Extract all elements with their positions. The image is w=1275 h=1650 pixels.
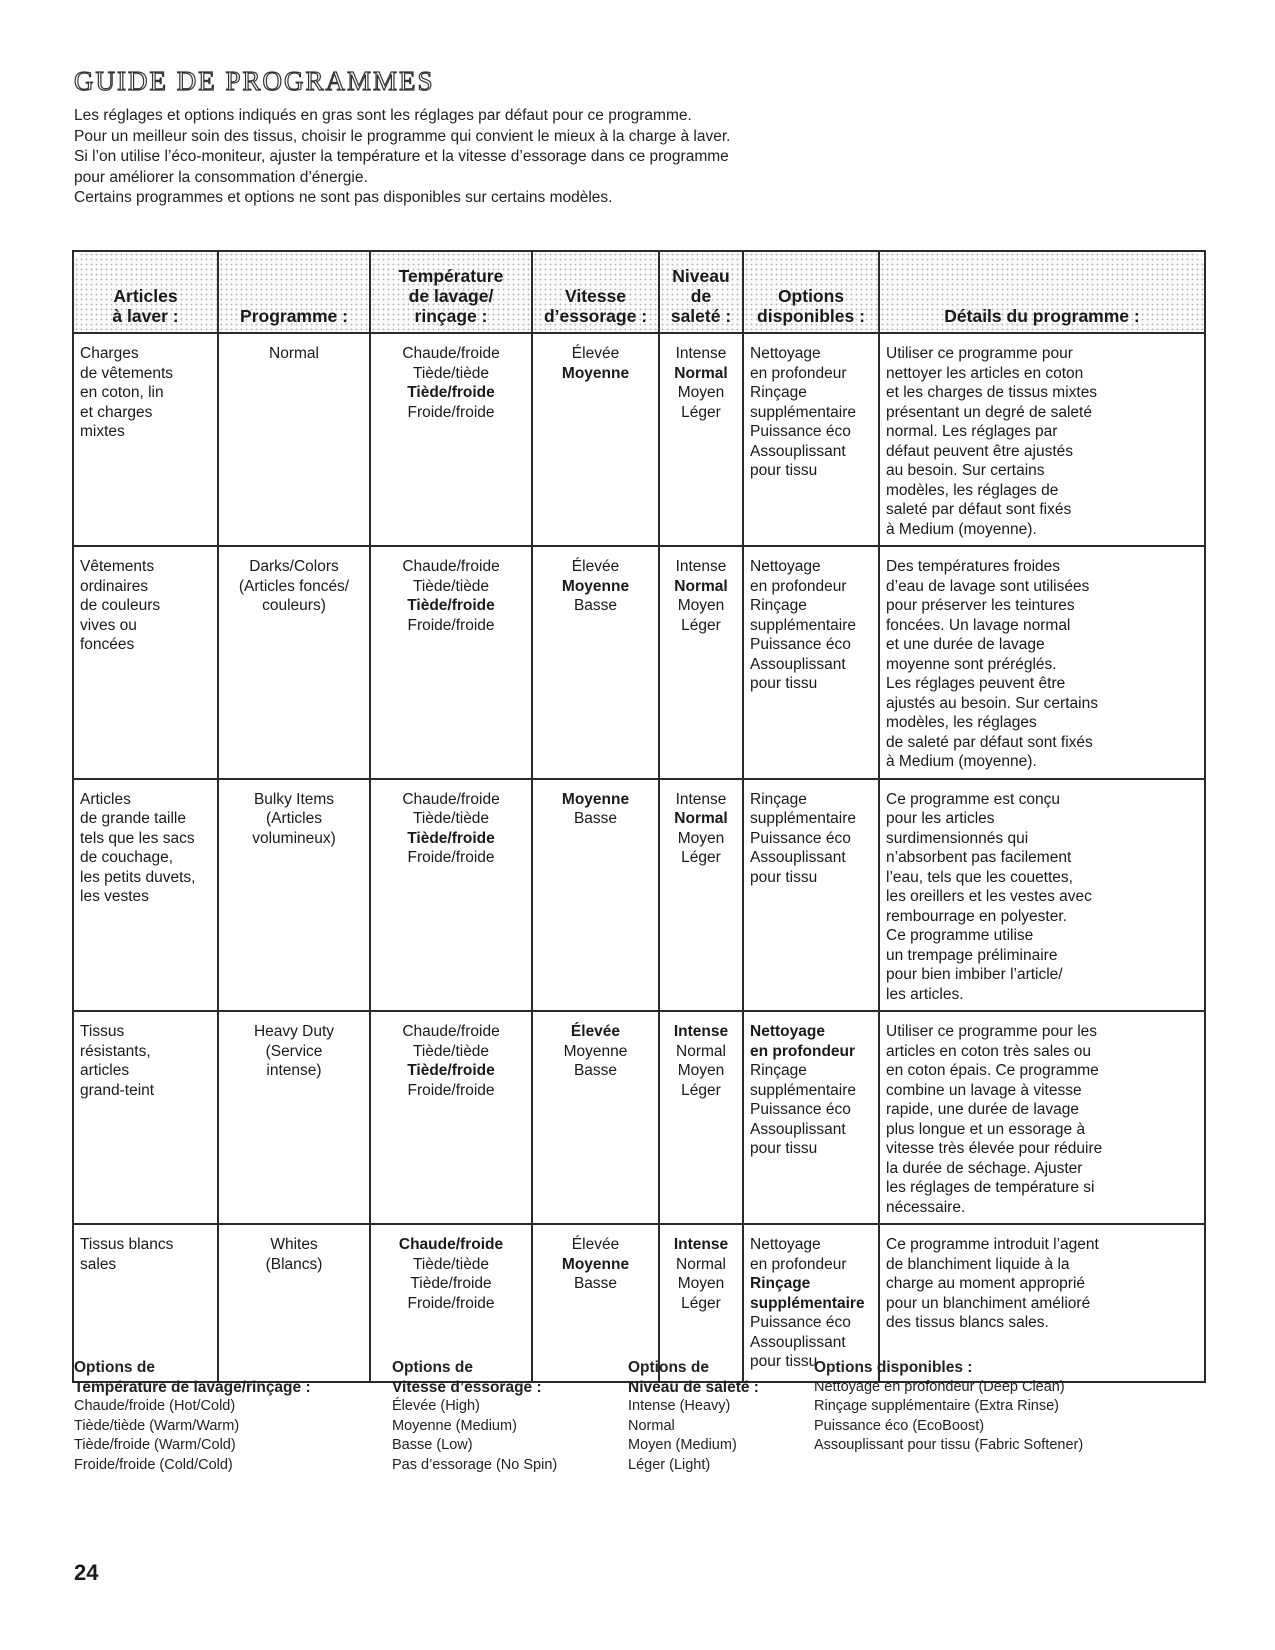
cell-text: Chaude/froide [402,558,500,575]
header-text: de lavage/ [408,286,494,306]
footer-item: Tiède/froide (Warm/Cold) [74,1437,236,1453]
header-text: Options [777,286,845,306]
cell-text: Tissus [80,1023,125,1040]
table-row [73,333,1205,546]
cell-text: la durée de séchage. Ajuster [886,1159,1083,1177]
cell-text: tels que les sacs [80,829,195,847]
cell-text: grand-teint [80,1081,155,1099]
cell-text: Tiède/froide [407,829,495,847]
cell-text: supplémentaire [750,1294,865,1312]
cell-text: rembourrage en polyester. [886,907,1067,925]
cell-text: Tiède/froide [407,1062,495,1079]
cell-spin-speed [532,546,659,779]
cell-text: Vêtements [80,558,155,575]
cell-text: volumineux) [252,829,336,847]
cell-spin-speed [532,1011,659,1224]
cell-text: défaut peuvent être ajustés [886,442,1073,460]
intro-line: Si l’on utilise l’éco-moniteur, ajuster la température et la vitesse d’essorage dans ce programme [74,148,729,166]
cell-text: Normal [269,345,319,362]
cell-text: en profondeur [750,1255,847,1273]
cell-text: Charges [80,345,139,362]
cell-text: à Medium (moyenne). [886,753,1037,770]
footer-item: Normal [628,1417,675,1434]
cell-articles [73,333,218,546]
footer-heading: Vitesse d’essorage : [392,1378,542,1396]
cell-temperature [370,779,532,1012]
cell-text: Chaude/froide [398,1236,504,1253]
cell-text: pour tissu [750,868,818,886]
cell-text: (Service [265,1042,323,1060]
cell-text: Moyen [677,597,725,614]
cell-text: Tissus blancs [80,1236,174,1253]
cell-text: Tiède/tiède [412,364,490,382]
cell-text: normal. Les réglages par [886,423,1058,440]
header-text: saleté : [670,306,732,326]
header-soil-level [659,251,743,333]
footer-item: Léger (Light) [628,1456,711,1473]
table-body [73,333,1205,1382]
cell-text: pour les articles [886,810,995,827]
cell-text: (Articles foncés/ [238,577,350,595]
cell-text: en coton, lin [80,384,164,401]
cell-details [879,779,1205,1012]
cell-temperature [370,333,532,546]
cell-text: pour tissu [750,462,818,479]
cell-text: supplémentaire [750,403,856,421]
cell-text: Ce programme est conçu [886,790,1061,808]
cell-text: Élevée [571,558,620,575]
footer-available-options [814,1358,1204,1456]
cell-text: Tiède/froide [407,384,495,401]
cell-options [743,333,879,546]
cell-text: Froide/froide [407,403,495,421]
cell-text: Moyenne [561,364,630,382]
header-text: à laver : [112,306,179,326]
cell-text: sales [80,1255,117,1273]
cell-spin-speed [532,779,659,1012]
header-text: Niveau [672,266,730,286]
cell-text: Puissance éco [750,423,851,440]
cell-text: Élevée [570,1023,621,1040]
cell-text: Intense [673,1236,729,1253]
footer-heading: Options de [392,1359,473,1376]
cell-text: Basse [573,597,618,614]
table-header-row [73,251,1205,333]
cell-text: Rinçage [750,384,807,401]
cell-text: Moyenne [561,577,630,595]
footer-item: Assouplissant pour tissu (Fabric Softener) [814,1437,1084,1453]
footer-heading: Options disponibles : [814,1359,973,1376]
cell-text: Moyenne [563,1042,628,1060]
cell-text: Tiède/tiède [412,1042,490,1060]
footer-item: Élevée (High) [392,1398,480,1414]
cell-text: les réglages de température si [886,1179,1095,1196]
cell-text: Élevée [571,345,620,362]
cell-text: de blanchiment liquide à la [886,1255,1070,1273]
cell-text: et charges [80,403,153,421]
cell-articles [73,1011,218,1224]
cell-text: Chaude/froide [402,1023,500,1040]
cell-text: Moyen [677,1275,725,1292]
cell-text: combine un lavage à vitesse [886,1081,1082,1099]
header-temperature [370,251,532,333]
cell-text: Utiliser ce programme pour [886,345,1073,362]
cell-soil-level [659,1011,743,1224]
header-text: Détails du programme : [944,306,1140,326]
cell-text: ajustés au besoin. Sur certains [886,694,1098,712]
cell-text: vives ou [80,616,137,634]
cell-text: Intense [675,345,727,362]
cell-programme [218,1011,370,1224]
cell-text: Rinçage [750,1062,807,1079]
cell-text: pour bien imbiber l’article/ [886,966,1063,983]
cell-text: Whites [270,1236,318,1253]
header-text: de [690,286,712,306]
cell-text: Normal [674,810,728,827]
cell-text: Intense [673,1023,729,1040]
cell-text: Nettoyage [750,345,821,362]
cell-text: Puissance éco [750,829,851,847]
cell-text: nécessaire. [886,1198,966,1216]
cell-text: Tiède/froide [407,597,495,614]
intro-text [74,106,954,209]
cell-text: Utiliser ce programme pour les [886,1023,1098,1040]
footer-item: Basse (Low) [392,1437,473,1453]
cell-text: et une durée de lavage [886,636,1045,653]
cell-text: (Articles [266,810,322,827]
cell-text: Froide/froide [407,1294,495,1312]
header-spin-speed [532,251,659,333]
cell-text: en profondeur [750,577,847,595]
cell-text: Moyen [677,1062,725,1079]
cell-details [879,546,1205,779]
header-details [879,251,1205,333]
cell-text: Froide/froide [407,849,495,866]
cell-text: supplémentaire [750,1081,856,1099]
cell-text: articles [80,1062,130,1079]
cell-text: Puissance éco [750,1314,851,1331]
footer-temperature-options [74,1358,394,1475]
header-text: Articles [113,286,178,306]
cell-text: des tissus blancs sales. [886,1314,1049,1331]
cell-text: présentant un degré de saleté [886,403,1092,421]
cell-text: Assouplissant [750,1120,846,1138]
cell-text: Normal [676,1042,726,1060]
cell-text: nettoyer les articles en coton [886,364,1084,382]
cell-soil-level [659,546,743,779]
cell-text: Léger [681,403,721,421]
cell-text: Normal [676,1255,726,1273]
cell-text: Darks/Colors [249,558,339,575]
cell-text: à Medium (moyenne). [886,520,1037,538]
intro-line: Certains programmes et options ne sont pas disponibles sur certains modèles. [74,189,613,207]
cell-text: Intense [675,790,727,808]
cell-text: Assouplissant [750,442,846,460]
cell-text: Les réglages peuvent être [886,675,1066,692]
cell-text: pour tissu [750,1353,818,1370]
cell-text: en profondeur [750,364,847,382]
cell-text: Froide/froide [407,616,495,634]
footer-heading: Niveau de saleté : [628,1378,759,1396]
cell-text: Assouplissant [750,655,846,673]
footer-item: Puissance éco (EcoBoost) [814,1417,985,1434]
footer-item: Moyenne (Medium) [392,1417,517,1434]
table-row [73,546,1205,779]
cell-text: Froide/froide [407,1081,495,1099]
cell-text: de couleurs [80,597,161,614]
cell-text: pour un blanchiment amélioré [886,1294,1091,1312]
cell-soil-level [659,333,743,546]
cell-temperature [370,546,532,779]
intro-line: pour améliorer la consommation d’énergie. [74,168,368,186]
footer-item: Rinçage supplémentaire (Extra Rinse) [814,1398,1059,1414]
footer-heading: Options de [628,1359,709,1376]
cell-text: ordinaires [80,577,149,595]
cell-text: mixtes [80,423,125,440]
cell-text: supplémentaire [750,616,856,634]
cell-text: surdimensionnés qui [886,829,1029,847]
page-title: GUIDE DE PROGRAMMES [74,66,435,96]
cell-text: Chaude/froide [402,345,500,362]
cell-text: pour tissu [750,1140,818,1157]
cell-text: les articles. [886,985,964,1003]
cell-text: Assouplissant [750,1333,846,1351]
cell-articles [73,779,218,1012]
cell-text: saleté par défaut sont fixés [886,501,1072,518]
cell-text: Rinçage [750,1275,811,1292]
header-text: disponibles : [757,306,865,326]
table-row [73,779,1205,1012]
page-number: 24 [74,1560,99,1585]
cell-text: Normal [674,364,728,382]
cell-text: Moyen [677,384,725,401]
cell-text: résistants, [80,1042,151,1060]
cell-text: Heavy Duty [253,1023,335,1040]
footer-item: Chaude/froide (Hot/Cold) [74,1398,236,1414]
cell-text: Léger [681,1081,721,1099]
cell-text: Moyen [677,829,725,847]
cell-text: charge au moment approprié [886,1275,1086,1292]
cell-options [743,1011,879,1224]
cell-text: Ce programme introduit l’agent [886,1236,1099,1253]
cell-text: Assouplissant [750,849,846,866]
cell-text: Chaude/froide [402,790,500,808]
cell-text: Puissance éco [750,636,851,653]
cell-programme [218,546,370,779]
cell-text: Tiède/tiède [412,810,490,827]
cell-text: de couchage, [80,849,174,866]
cell-text: Bulky Items [253,790,335,808]
cell-text: pour tissu [750,675,818,692]
cell-text: au besoin. Sur certains [886,462,1045,479]
program-guide-table [72,250,1206,1383]
footer-heading: Options de [74,1359,155,1376]
footer-item: Nettoyage en profondeur (Deep Clean) [814,1378,1065,1395]
footer-spin-options [392,1358,622,1475]
cell-text: Basse [573,1062,618,1079]
cell-text: en profondeur [750,1042,856,1060]
header-text: Programme : [240,306,348,326]
cell-text: les petits duvets, [80,868,196,886]
cell-text: Nettoyage [750,1236,821,1253]
cell-text: Nettoyage [750,558,821,575]
cell-temperature [370,1011,532,1224]
cell-text: Tiède/tiède [412,577,490,595]
cell-articles [73,546,218,779]
cell-text: de grande taille [80,810,186,827]
footer-heading: Température de lavage/rinçage : [74,1378,311,1396]
footer-item: Moyen (Medium) [628,1437,737,1453]
cell-text: Basse [573,810,618,827]
cell-options [743,546,879,779]
cell-text: Ce programme utilise [886,927,1034,944]
cell-text: n’absorbent pas facilement [886,849,1072,866]
cell-text: moyenne sont préréglés. [886,655,1057,673]
cell-text: Moyenne [561,790,630,808]
cell-text: et les charges de tissus mixtes [886,384,1098,401]
cell-text: Articles [80,790,131,808]
footer-soil-options [628,1358,808,1475]
cell-text: Nettoyage [750,1023,825,1040]
cell-text: Intense [675,558,727,575]
cell-spin-speed [532,333,659,546]
cell-text: Élevée [571,1236,620,1253]
intro-line: Pour un meilleur soin des tissus, choisir le programme qui convient le mieux à la charge à laver. [74,127,731,145]
cell-details [879,1011,1205,1224]
cell-text: foncées [80,636,135,653]
cell-text: intense) [266,1062,322,1079]
cell-text: en coton épais. Ce programme [886,1062,1099,1079]
cell-text: plus longue et un essorage à [886,1120,1086,1138]
cell-text: Tiède/froide [410,1275,492,1292]
header-text: rinçage : [414,306,488,326]
cell-text: Tiède/tiède [412,1255,490,1273]
cell-text: l’eau, tels que les couettes, [886,868,1073,886]
cell-text: Normal [674,577,728,595]
cell-text: Léger [681,849,721,866]
cell-text: modèles, les réglages [886,714,1037,731]
table-row [73,1011,1205,1224]
cell-text: foncées. Un lavage normal [886,616,1071,634]
cell-text: Puissance éco [750,1101,851,1118]
cell-text: les oreillers et les vestes avec [886,888,1092,905]
header-articles [73,251,218,333]
cell-soil-level [659,779,743,1012]
header-text: Température [398,266,504,286]
cell-text: de saleté par défaut sont fixés [886,733,1093,751]
cell-text: modèles, les réglages de [886,481,1059,499]
header-text: d’essorage : [543,306,648,326]
cell-text: Léger [681,1294,721,1312]
cell-text: vitesse très élevée pour réduire [886,1140,1103,1157]
cell-text: Léger [681,616,721,634]
cell-details [879,333,1205,546]
cell-text: d’eau de lavage sont utilisées [886,577,1090,595]
cell-text: Rinçage [750,790,807,808]
cell-text: Rinçage [750,597,807,614]
footer-item: Tiède/tiède (Warm/Warm) [74,1417,240,1434]
cell-programme [218,333,370,546]
cell-programme [218,779,370,1012]
header-options [743,251,879,333]
header-text: Vitesse [565,286,626,306]
header-programme [218,251,370,333]
cell-text: les vestes [80,888,149,905]
intro-line: Les réglages et options indiqués en gras sont les réglages par défaut pour ce programme. [74,107,692,124]
cell-text: supplémentaire [750,810,856,827]
footer-item: Pas d’essorage (No Spin) [392,1456,558,1473]
cell-text: (Blancs) [265,1255,323,1273]
cell-text: articles en coton très sales ou [886,1042,1092,1060]
cell-text: pour préserver les teintures [886,597,1075,614]
cell-options [743,779,879,1012]
cell-text: Moyenne [561,1255,630,1273]
cell-text: Des températures froides [886,558,1061,575]
cell-text: de vêtements [80,364,174,382]
cell-text: couleurs) [262,597,326,614]
cell-text: un trempage préliminaire [886,946,1058,964]
footer-item: Intense (Heavy) [628,1398,731,1414]
footer-item: Froide/froide (Cold/Cold) [74,1456,233,1473]
cell-text: rapide, une durée de lavage [886,1101,1080,1118]
cell-text: Basse [573,1275,618,1292]
